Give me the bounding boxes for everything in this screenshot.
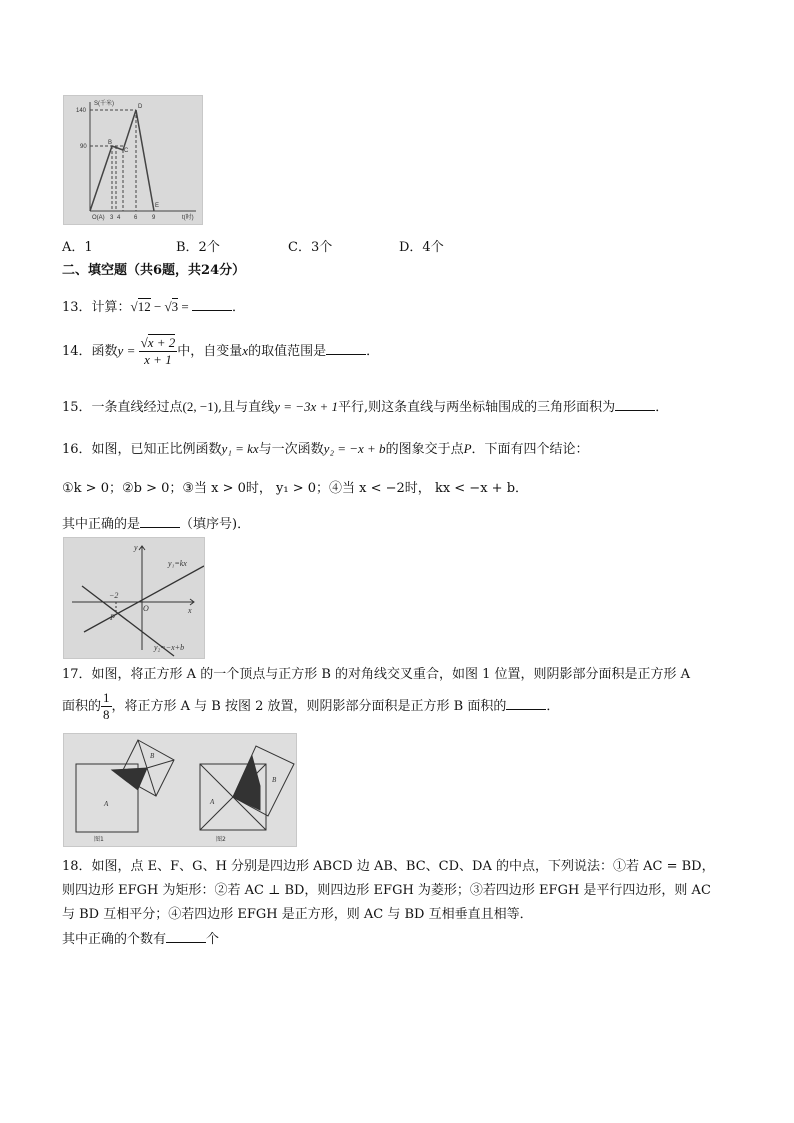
q17-frac-num: 1: [103, 690, 110, 705]
q14-fraction: [139, 335, 178, 368]
q16-line3-b: （填序号)．: [180, 517, 251, 532]
question-15: [62, 398, 668, 417]
origin-label: O: [143, 604, 149, 613]
fig1-caption: 图1: [94, 836, 104, 843]
neg2-label: −2: [109, 591, 119, 600]
q17-frac-den: 8: [103, 707, 110, 722]
question-18-line4: [62, 930, 219, 949]
q14-suffix2: 的取值范围是: [248, 344, 327, 359]
x-tick-6: 6: [134, 215, 138, 221]
question-16-line3: [62, 515, 250, 534]
q17-text-b: ，将正方形 A 与 B 按图 2 放置，则阴影部分面积是正方形 B 面积的: [111, 699, 507, 714]
answer-blank: [326, 342, 366, 355]
question-18-line2: 则四边形 EFGH 为矩形：②若 AC ⊥ BD，则四边形 EFGH 为菱形；③若四边形 EFGH 是平行四边形，则 AC: [62, 883, 711, 898]
option-a: A．1: [62, 240, 93, 255]
y2-label: y₂=−x+b: [154, 643, 185, 652]
squares-figure: [63, 733, 297, 847]
q14-y: y =: [117, 343, 139, 358]
function-graph: [63, 537, 205, 659]
fig2-label-a: A: [210, 798, 215, 806]
q14-prefix: 14．函数: [62, 344, 118, 359]
q13-end: ．: [232, 300, 246, 315]
q14-denominator: x + 1: [144, 352, 172, 367]
x-tick-9: 9: [152, 215, 156, 221]
question-17-line2: [62, 690, 559, 724]
squares-figure-svg: [64, 734, 296, 846]
q17-text-a: 面积的: [62, 699, 102, 714]
q18-text-a: 其中正确的个数有: [62, 932, 167, 947]
q14-num-radicand: x + 2: [147, 335, 176, 350]
option-b: B．2个: [176, 240, 220, 255]
sqrt-symbol: √: [164, 299, 172, 314]
q14-var: x: [242, 343, 249, 358]
q16-f2: y₂ = −x + b: [323, 441, 386, 456]
question-18-line3: 与 BD 互相平分；④若四边形 EFGH 是正方形，则 AC 与 BD 互相垂直且相等．: [62, 907, 533, 922]
q13-radicand-b: 3: [171, 299, 179, 314]
y-label: y: [134, 543, 138, 552]
point-e-label: E: [155, 203, 160, 209]
q17-end: ．: [546, 699, 560, 714]
p-label: P: [110, 613, 115, 622]
y-tick-140: 140: [76, 108, 87, 114]
q13-radicand-a: 12: [137, 299, 151, 314]
question-18-line1: 18．如图，点 E、F、G、H 分别是四边形 ABCD 边 AB、BC、CD、DA 的中点，下列说法：①若 AC = BD，: [62, 859, 715, 874]
graph-line: [90, 110, 154, 211]
q16-f1: y₁ = kx: [221, 441, 259, 456]
fig1-label-b: B: [150, 752, 155, 760]
fig2-label-b: B: [272, 776, 277, 784]
q14-suffix: 中，自变量: [177, 344, 243, 359]
q15-text-b: ,且与直线: [218, 400, 275, 415]
q18-text-b: 个: [206, 932, 220, 947]
distance-time-graph: [63, 95, 203, 225]
q16-text-b: 与一次函数: [258, 442, 324, 457]
point-b-label: B: [108, 140, 113, 146]
x-label: x: [188, 606, 192, 615]
q15-text-a: 15．一条直线经过点: [62, 400, 183, 415]
q17-fraction: [101, 690, 112, 723]
q13-prefix: 13．计算：: [62, 300, 131, 315]
q16-text-d: ．下面有四个结论：: [471, 442, 589, 457]
answer-blank: [192, 298, 232, 311]
q15-point: (2, −1): [182, 399, 219, 414]
question-16-line2: ①k > 0；②b > 0；③当 x > 0时， y₁ > 0；④当 x < −2时， kx < −x + b．: [62, 481, 529, 496]
q16-line3-a: 其中正确的是: [62, 517, 141, 532]
q15-end: ．: [655, 400, 669, 415]
distance-time-graph-svg: [64, 96, 202, 224]
question-17-line1: 17．如图，将正方形 A 的一个顶点与正方形 B 的对角线交叉重合，如图 1 位置，则阴影部分面积是正方形 A: [62, 667, 691, 682]
y1-label: y₁=kx: [168, 559, 187, 568]
q13-minus: −: [150, 299, 165, 314]
answer-blank: [615, 398, 655, 411]
q13-equals: =: [178, 299, 193, 314]
y-axis-label: S(千米): [94, 101, 114, 107]
q16-text-a: 16．如图，已知正比例函数: [62, 442, 222, 457]
x-tick-4: 4: [117, 215, 121, 221]
fig2-caption: 图2: [216, 836, 226, 843]
section-title: 二、填空题（共6题，共24分）: [62, 263, 246, 278]
q16-text-c: 的图象交于点: [385, 442, 464, 457]
q16-point: P: [463, 441, 472, 456]
question-14: [62, 335, 379, 368]
q14-end: ．: [366, 344, 380, 359]
function-graph-svg: [64, 538, 204, 658]
x-axis-label: t(时): [182, 215, 194, 221]
line-y1: [84, 566, 204, 632]
fig1-label-a: A: [104, 800, 109, 808]
y-tick-90: 90: [80, 144, 87, 150]
q15-line-eq: y = −3x + 1: [274, 399, 339, 414]
option-d: D．4个: [399, 240, 444, 255]
answer-blank: [506, 697, 546, 710]
q15-text-c: 平行,则这条直线与两坐标轴围成的三角形面积为: [338, 400, 616, 415]
answer-blank: [166, 930, 206, 943]
answer-blank: [140, 515, 180, 528]
point-d-label: D: [138, 104, 143, 110]
question-13: [62, 298, 245, 317]
sqrt-symbol: √: [130, 299, 138, 314]
option-c: C．3个: [288, 240, 333, 255]
q14-numerator: √x + 2: [140, 335, 176, 350]
origin-label: O(A): [92, 215, 105, 221]
x-tick-3: 3: [110, 215, 114, 221]
question-16-line1: [62, 440, 589, 459]
point-c-label: C: [124, 148, 129, 154]
fig1-shaded: [112, 768, 147, 790]
